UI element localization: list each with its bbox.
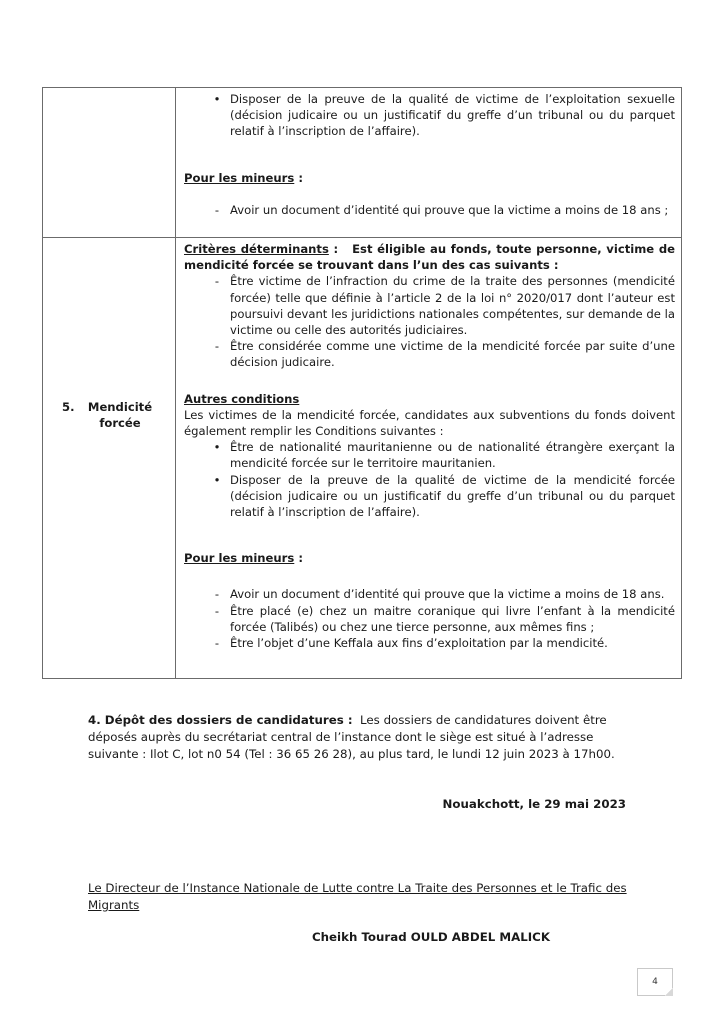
signatory-name: Cheikh Tourad OULD ABDEL MALICK (312, 930, 550, 944)
director-title: Le Directeur de l’Instance Nationale de Lutte contre La Traite des Personnes et le Trafic des Migrants (88, 881, 627, 912)
list-item (204, 635, 675, 651)
other-conditions-heading: Autres conditions (184, 391, 300, 406)
list-item (204, 338, 675, 370)
section-text: Les dossiers de candidatures doivent être déposés auprès du secrétariat central de l’instance dont le siège est situé à l’adresse suivante : Ilot C, lot n0 54 (Tel : 36 65 26 28), au plus tard, le lundi 12 juin 2023 à 17h00. (88, 713, 615, 761)
section-heading: 4. Dépôt des dossiers de candidatures : (88, 713, 353, 727)
criteria-paragraph: Critères déterminants : Est éligible au fonds, toute personne, victime de mendicité forcée se trouvant dans l’un des cas suivants : (184, 242, 675, 273)
bullet-dot-icon: • (213, 472, 221, 487)
list-item-text: Avoir un document d’identité qui prouve que la victime a moins de 18 ans ; (230, 202, 669, 217)
bullet-dot-icon: • (213, 92, 221, 106)
table-row (43, 238, 682, 679)
list-item (204, 472, 675, 521)
list-item-text: Être considérée comme une victime de la mendicité forcée par suite d’une décision judicaire. (230, 339, 675, 370)
dash-bullet-icon: - (214, 587, 220, 602)
submission-section (88, 712, 628, 763)
dash-bullet-icon: - (214, 339, 220, 354)
minors-heading: Pour les mineurs : (184, 551, 303, 566)
category-cell-empty (43, 88, 176, 238)
category-cell (43, 238, 176, 679)
eligibility-table (42, 87, 682, 679)
list-item (204, 603, 675, 635)
list-item-text: Disposer de la preuve de la qualité de victime de l’exploitation sexuelle (décision judicaire ou un justificatif du greffe d’un tribunal ou du parquet relatif à l’inscription de l’affaire). (230, 92, 675, 139)
list-item (204, 91, 675, 140)
table-row (43, 88, 682, 238)
bullet-dot-icon: • (213, 440, 221, 455)
criteria-heading: Critères déterminants (184, 242, 329, 256)
list-item-text: Disposer de la preuve de la qualité de victime de la mendicité forcée (décision judicaire ou un justificatif du greffe d’un tribunal ou du parquet relatif à l’inscription de l’affaire). (230, 472, 675, 520)
other-conditions-text: Les victimes de la mendicité forcée, candidates aux subventions du fonds doivent également remplir les Conditions suivantes : (184, 407, 675, 439)
criteria-text: Est éligible au fonds, toute personne, victime de mendicité forcée se trouvant dans l’un des cas suivants : (184, 242, 675, 273)
dash-bullet-icon: - (214, 636, 220, 651)
category-name: Mendicité forcée (87, 400, 153, 431)
list-item-text: Être placé (e) chez un maitre coranique qui livre l’enfant à la mendicité forcée (Talibés) ou chez une tierce personne, aux mêmes fins ; (230, 603, 675, 634)
category-label (44, 399, 174, 431)
dash-bullet-icon: - (214, 274, 220, 289)
category-number: 5. (62, 400, 75, 414)
dash-bullet-icon: - (214, 202, 220, 217)
list-item-text: Avoir un document d’identité qui prouve que la victime a moins de 18 ans. (230, 587, 665, 602)
list-item-text: Être de nationalité mauritanienne ou de nationalité étrangère exerçant la mendicité forcée sur le territoire mauritanien. (230, 440, 675, 471)
list-item (204, 439, 675, 471)
page-number: 4 (637, 968, 673, 996)
list-item-text: Être l’objet d’une Keffala aux fins d’exploitation par la mendicité. (230, 636, 608, 651)
list-item-text: Être victime de l’infraction du crime de la traite des personnes (mendicité forcée) telle que définie à l’article 2 de la loi n° 2020/017 dont l’auteur est poursuivi devant les juridictions nationales compétentes, sur demande de la victime ou celle des autorités judiciaires. (230, 274, 675, 338)
list-item (204, 273, 675, 338)
dash-bullet-icon: - (214, 603, 220, 618)
minors-heading: Pour les mineurs : (184, 170, 303, 185)
conditions-cell (176, 238, 682, 679)
place-date: Nouakchott, le 29 mai 2023 (442, 797, 626, 811)
list-item (204, 202, 675, 218)
list-item (204, 586, 675, 602)
conditions-cell (176, 88, 682, 238)
